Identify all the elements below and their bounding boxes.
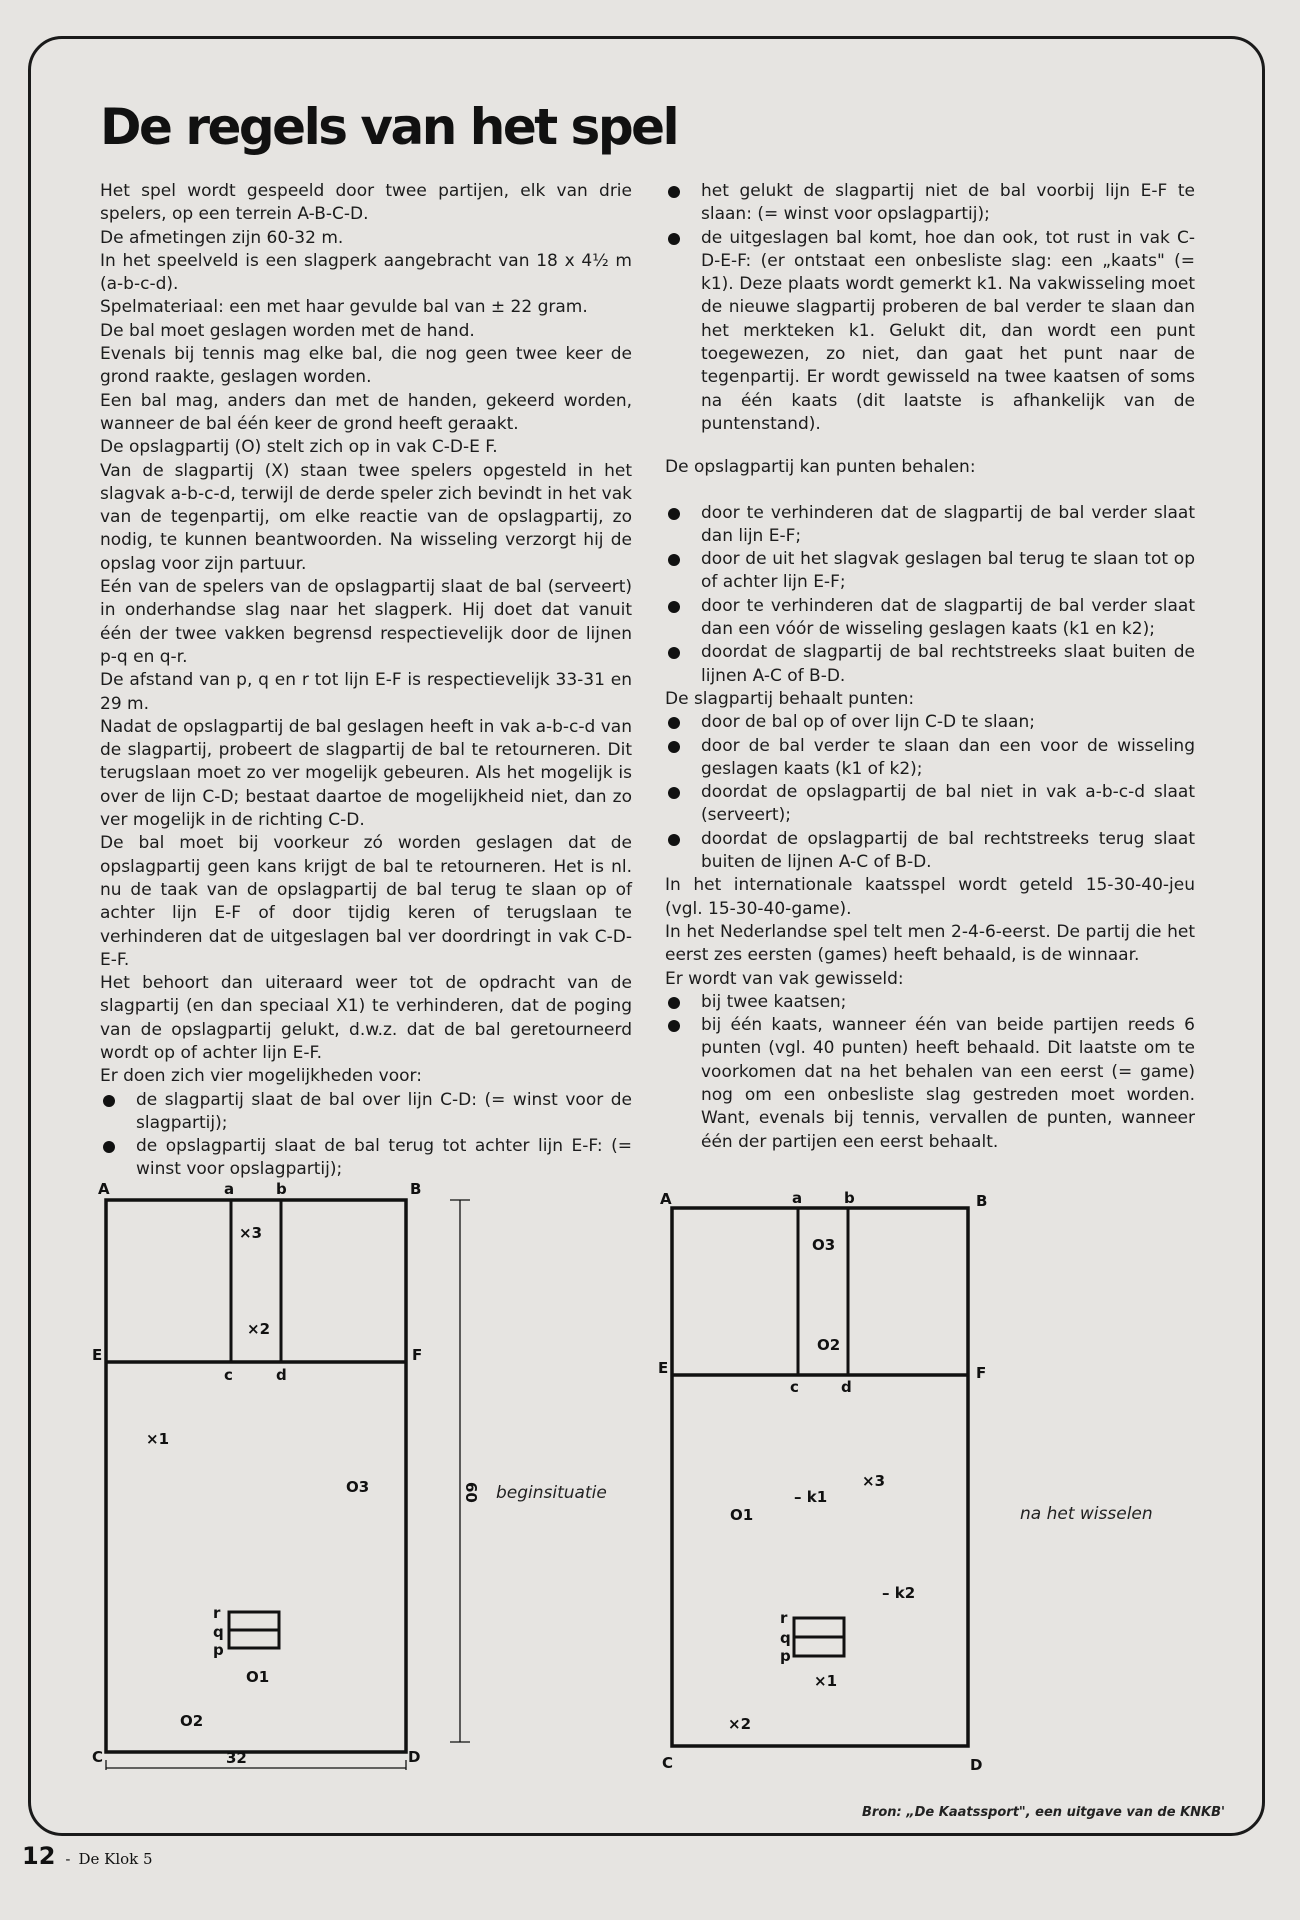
player-x2: ×2	[247, 1320, 271, 1338]
serve-label-q: q	[213, 1623, 224, 1641]
player-o2: O2	[817, 1336, 841, 1354]
player-o1: O1	[730, 1506, 754, 1524]
corner-label-d: D	[970, 1756, 983, 1770]
list-item: door de bal verder te slaan dan een voor de wisseling geslagen kaats (k1 of k2);	[665, 735, 1195, 782]
width-label: 32	[226, 1749, 247, 1767]
paragraph: Spelmateriaal: een met haar gevulde bal van ± 22 gram.	[100, 297, 588, 318]
corner-label-d: D	[408, 1748, 421, 1766]
list-item: doordat de opslagpartij de bal rechtstreeks terug slaat buiten de lijnen A-C of B-D.	[665, 828, 1195, 875]
paragraph: De opslagpartij (O) stelt zich op in vak C-D-E F.	[100, 437, 498, 458]
page-title: De regels van het spel	[100, 98, 678, 156]
paragraph: Er wordt van vak gewisseld:	[665, 968, 904, 989]
source-credit: Bron: „De Kaatssport", een uitgave van de KNKB'	[862, 1805, 1225, 1820]
corner-label-a: A	[660, 1190, 672, 1208]
player-o3: O3	[812, 1236, 836, 1254]
corner-label-f: F	[412, 1346, 423, 1364]
field-diagram-start-svg	[80, 1170, 500, 1770]
paragraph: Nadat de opslagpartij de bal geslagen heeft in vak a-b-c-d van de slagpartij, probeert de slagpartij de bal te retourneren. Dit terugslaan moet zo ver mogelijk gebeuren. Als het mogelijk is over de lijn C-D; bestaat daartoe de mogelijkheid niet, dan zo ver mogelijk in de richting C-D.	[100, 716, 632, 831]
slag-points-list	[665, 711, 1195, 874]
list-item: bij twee kaatsen;	[665, 991, 1195, 1014]
opslag-points-list	[665, 502, 1195, 688]
section-heading: De opslagpartij kan punten behalen:	[665, 457, 976, 478]
list-item: door de bal op of over lijn C-D te slaan;	[665, 711, 1195, 734]
serve-label-q: q	[780, 1629, 791, 1647]
paragraph: De afmetingen zijn 60-32 m.	[100, 227, 344, 248]
switch-list	[665, 991, 1195, 1154]
box-label-c: c	[790, 1378, 799, 1396]
box-label-b: b	[844, 1189, 855, 1207]
paragraph: Het spel wordt gespeeld door twee partijen, elk van drie spelers, op een terrein A-B-C-D.	[100, 181, 632, 225]
list-item: doordat de opslagpartij de bal niet in vak a-b-c-d slaat (serveert);	[665, 781, 1195, 828]
player-o1: O1	[246, 1668, 270, 1686]
corner-label-e: E	[92, 1346, 103, 1364]
possibilities-list-continued	[665, 180, 1195, 436]
list-item: door te verhinderen dat de slagpartij de bal verder slaat dan een vóór de wisseling geslagen kaats (k1 en k2);	[665, 595, 1195, 642]
paragraph: In het internationale kaatsspel wordt geteld 15-30-40-jeu (vgl. 15-30-40-game).	[665, 875, 1195, 919]
box-label-a: a	[224, 1180, 235, 1198]
paragraph: De afstand van p, q en r tot lijn E-F is respectievelijk 33-31 en 29 m.	[100, 670, 632, 714]
section-heading: De slagpartij behaalt punten:	[665, 688, 915, 709]
player-x1: ×1	[146, 1430, 170, 1448]
possibilities-list	[100, 1089, 632, 1182]
list-item: de opslagpartij slaat de bal terug tot achter lijn E-F: (= winst voor opslagpartij);	[100, 1135, 632, 1182]
corner-label-b: B	[976, 1192, 988, 1210]
footer-separator: -	[65, 1852, 71, 1868]
paragraph: De bal moet bij voorkeur zó worden geslagen dat de opslagpartij geen kans krijgt de bal te retourneren. Het is nl. nu de taak van de opslagpartij de bal terug te slaan op of achter lijn E-F of door tijdig keren of terugslaan te verhinderen dat de uitgeslagen bal ver doordringt in vak C-D-E-F.	[100, 833, 632, 970]
paragraph: In het Nederlandse spel telt men 2-4-6-eerst. De partij die het eerst zes eersten (games) heeft behaald, is de winnaar.	[665, 921, 1195, 966]
paragraph: Er doen zich vier mogelijkheden voor:	[100, 1066, 422, 1087]
field-diagram-after-switch	[650, 1170, 1030, 1770]
right-column	[665, 180, 1195, 1154]
corner-label-e: E	[658, 1359, 669, 1377]
page-number: 12	[22, 1842, 56, 1870]
player-o3: O3	[346, 1478, 370, 1496]
paragraph: Eén van de spelers van de opslagpartij slaat de bal (serveert) in onderhandse slag naar het slagperk. Hij doet dat vanuit één der twee vakken begrensd respectievelijk door de lijnen p-q en q-r.	[100, 577, 632, 667]
list-item: de slagpartij slaat de bal over lijn C-D: (= winst voor de slagpartij);	[100, 1089, 632, 1136]
corner-label-a: A	[98, 1180, 110, 1198]
kaats-marker-k1: – k1	[794, 1488, 828, 1506]
list-item: de uitgeslagen bal komt, hoe dan ook, tot rust in vak C-D-E-F: (er ontstaat een onbesliste slag: een „kaats" (= k1). Deze plaats wordt gemerkt k1. Na vakwisseling moet de nieuwe slagpartij proberen de bal verder te slaan dan het merkteken k1. Gelukt dit, dan wordt een punt toegewezen, zo niet, dan gaat het punt naar de tegenpartij. Er wordt gewisseld na twee kaatsen of soms na één kaats (dit laatste is afhankelijk van de puntenstand).	[665, 227, 1195, 437]
paragraph: Van de slagpartij (X) staan twee spelers opgesteld in het slagvak a-b-c-d, terwijl de derde speler zich bevindt in het vak van de tegenpartij, om elke reactie van de opslagpartij, zo nodig, te kunnen beantwoorden. Na wisseling verzorgt hij de opslag voor zijn partuur.	[100, 460, 632, 574]
serve-label-p: p	[780, 1647, 791, 1665]
box-label-a: a	[792, 1189, 803, 1207]
list-item: het gelukt de slagpartij niet de bal voorbij lijn E-F te slaan: (= winst voor opslagpartij);	[665, 180, 1195, 227]
box-label-b: b	[276, 1180, 287, 1198]
paragraph: In het speelveld is een slagperk aangebracht van 18 x 4½ m (a-b-c-d).	[100, 250, 632, 295]
player-x3: ×3	[862, 1472, 886, 1490]
corner-label-c: C	[92, 1748, 104, 1766]
list-item: doordat de slagpartij de bal rechtstreeks slaat buiten de lijnen A-C of B-D.	[665, 641, 1195, 688]
box-label-c: c	[224, 1366, 233, 1384]
field-outline	[672, 1208, 968, 1746]
field-diagram-start	[80, 1170, 500, 1770]
corner-label-f: F	[976, 1364, 987, 1382]
paragraph: De bal moet geslagen worden met de hand.	[100, 320, 475, 341]
serve-label-r: r	[213, 1604, 221, 1622]
player-x3: ×3	[239, 1224, 263, 1242]
field-diagram-after-switch-svg	[650, 1170, 1030, 1770]
paragraph: Het behoort dan uiteraard weer tot de opdracht van de slagpartij (en dan speciaal X1) te verhinderen, dat de poging van de opslagpartij gelukt, d.w.z. dat de bal geretourneerd wordt op of achter lijn E-F.	[100, 973, 632, 1063]
corner-label-b: B	[410, 1180, 422, 1198]
list-item: bij één kaats, wanneer één van beide partijen reeds 6 punten (vgl. 40 punten) heeft behaald. Dit laatste om te voorkomen dat na het behalen van een eerst (= game) nog om een onbesliste slag gestreden moet worden. Want, evenals bij tennis, vervallen de punten, wanneer één der partijen een eerst behaalt.	[665, 1014, 1195, 1154]
page-footer	[22, 1842, 153, 1870]
player-o2: O2	[180, 1712, 204, 1730]
player-x1: ×1	[814, 1672, 838, 1690]
length-label: 60	[462, 1482, 480, 1503]
paragraph: Een bal mag, anders dan met de handen, gekeerd worden, wanneer de bal één keer de grond heeft geraakt.	[100, 390, 632, 434]
box-label-d: d	[841, 1378, 852, 1396]
left-column	[100, 180, 632, 1182]
corner-label-c: C	[662, 1754, 674, 1770]
list-item: door te verhinderen dat de slagpartij de bal verder slaat dan lijn E-F;	[665, 502, 1195, 549]
list-item: door de uit het slagvak geslagen bal terug te slaan tot op of achter lijn E-F;	[665, 548, 1195, 595]
serve-label-p: p	[213, 1641, 224, 1659]
paragraph: Evenals bij tennis mag elke bal, die nog geen twee keer de grond raakte, geslagen worden.	[100, 344, 632, 388]
box-label-d: d	[276, 1366, 287, 1384]
player-x2: ×2	[728, 1715, 752, 1733]
serve-label-r: r	[780, 1609, 788, 1627]
diagram-caption-after-switch: na het wisselen	[1020, 1504, 1153, 1524]
kaats-marker-k2: – k2	[882, 1584, 916, 1602]
magazine-name: De Klok 5	[78, 1850, 153, 1868]
diagram-caption-start: beginsituatie	[496, 1483, 607, 1503]
